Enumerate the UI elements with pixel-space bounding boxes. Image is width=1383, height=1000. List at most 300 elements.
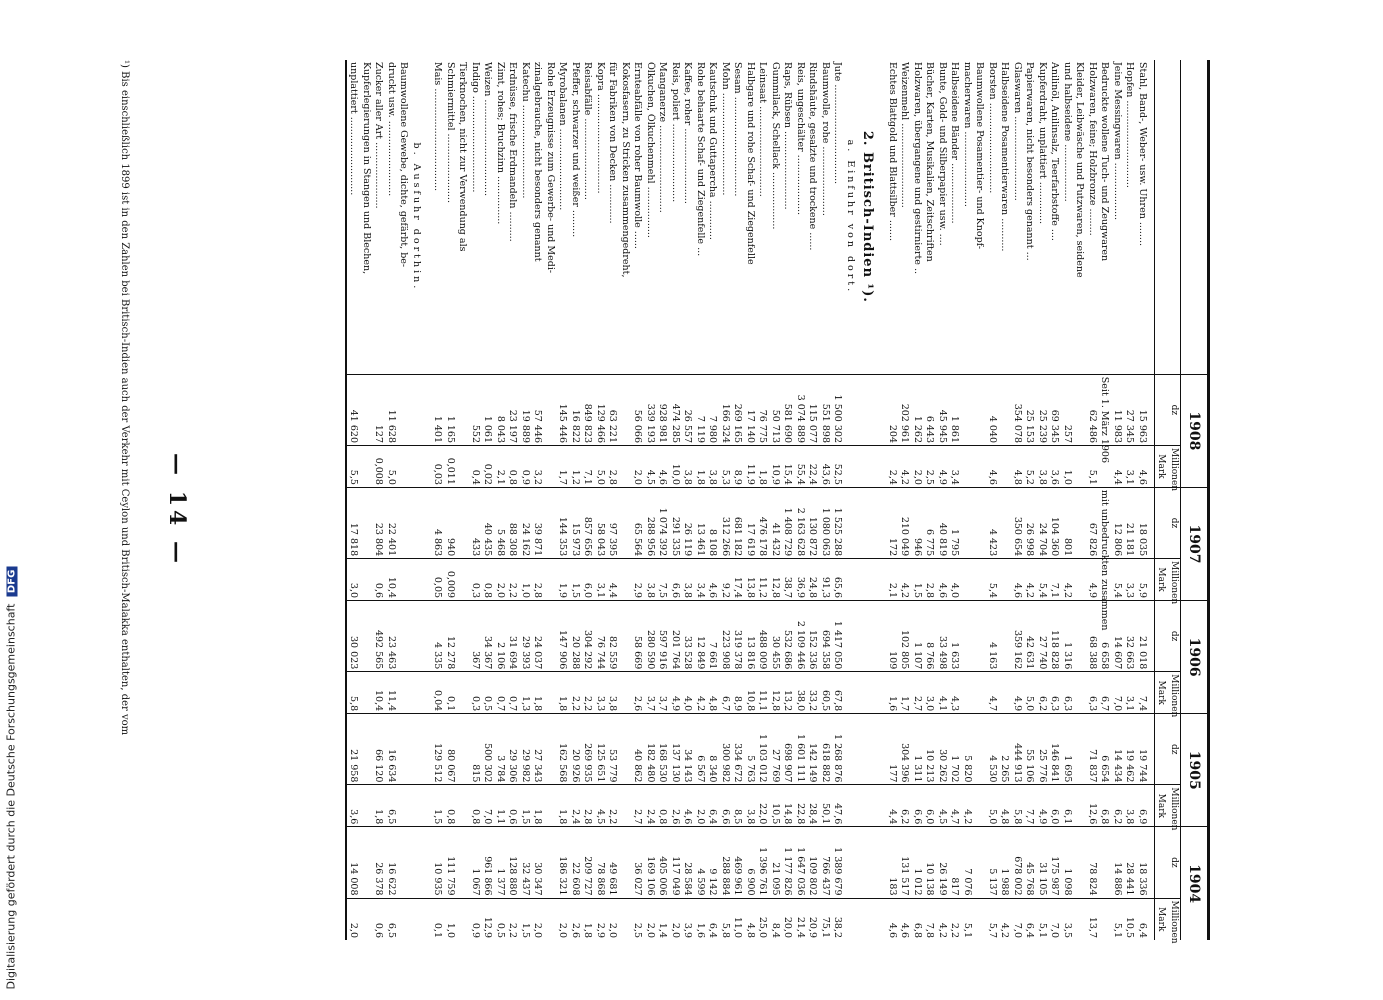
value-million-mark: 2,0	[531, 898, 544, 940]
value-million-mark: 3,1	[1123, 672, 1136, 714]
row-label: Halbseidene Bänder ....................	[949, 62, 961, 224]
value-dz: 144 353	[556, 487, 569, 558]
value-million-mark: 11,2	[756, 559, 769, 601]
empty-cell	[410, 374, 426, 445]
value-dz: 49 681	[606, 827, 619, 898]
table-row	[644, 60, 657, 940]
value-dz: 6 658	[1098, 601, 1111, 672]
row-label: Zimt, rohes; Bruchzinn ................	[495, 62, 506, 225]
value-million-mark: 2,0	[494, 559, 507, 601]
value-million-mark: 6,0	[1048, 785, 1061, 827]
value-dz: 40 862	[631, 714, 644, 785]
table-row	[986, 60, 999, 940]
empty-cell	[859, 601, 880, 672]
value-million-mark: 10,9	[769, 446, 782, 488]
value-million-mark: 5,3	[719, 446, 732, 488]
empty-cell	[844, 672, 860, 714]
table-row	[1048, 60, 1061, 940]
value-million-mark: 2,8	[581, 785, 594, 827]
value-dz	[1073, 374, 1086, 445]
value-million-mark: 5,4	[986, 559, 999, 601]
value-million-mark: 4,7	[948, 785, 961, 827]
value-million-mark: 24,8	[806, 559, 819, 601]
section-title-row	[859, 60, 880, 940]
value-million-mark: 4,5	[936, 785, 949, 827]
value-dz: 19 462	[1123, 714, 1136, 785]
value-dz: 257	[1061, 374, 1074, 445]
value-dz: 1 408 729	[781, 487, 794, 558]
value-dz: 26 119	[681, 487, 694, 558]
value-million-mark: 15,4	[781, 446, 794, 488]
year-header: 1905	[1181, 714, 1209, 827]
value-million-mark: 3,4	[948, 446, 961, 488]
value-million-mark	[998, 559, 1011, 601]
rotated-page	[100, 60, 1210, 944]
value-million-mark: 28,4	[806, 785, 819, 827]
unit-million-mark: Millionen Mark	[1155, 672, 1181, 714]
row-label: Myrobalanen ...........................	[557, 62, 569, 211]
row-label: zinalgebrauche, nicht besonders genannt	[532, 62, 544, 262]
value-dz: 4 599	[694, 827, 707, 898]
value-dz	[961, 374, 974, 445]
value-million-mark: 2,4	[644, 785, 657, 827]
value-dz: 78 868	[594, 827, 607, 898]
empty-cell	[844, 374, 860, 445]
value-million-mark: 7,8	[923, 898, 936, 940]
value-dz: 29 393	[519, 601, 532, 672]
value-million-mark	[360, 559, 373, 601]
row-label: Kupferlegierungen in Stangen und Blechen,	[361, 62, 372, 275]
value-million-mark: 13,8	[744, 559, 757, 601]
value-million-mark: 1,9	[556, 559, 569, 601]
value-dz: 304 292	[581, 601, 594, 672]
empty-cell	[859, 559, 880, 601]
value-dz	[1073, 827, 1086, 898]
value-million-mark: 8,5	[731, 785, 744, 827]
value-dz	[360, 601, 373, 672]
table-row	[1086, 60, 1099, 940]
value-dz: 16 634	[385, 714, 398, 785]
value-dz: 13 816	[744, 601, 757, 672]
empty-cell	[844, 827, 860, 898]
value-million-mark: 1,8	[694, 446, 707, 488]
value-dz: 1 177 826	[781, 827, 794, 898]
empty-cell	[1148, 898, 1155, 940]
value-million-mark: 5,8	[1011, 785, 1024, 827]
value-dz: 4 863	[431, 487, 444, 558]
empty-cell	[410, 785, 426, 827]
table-row	[372, 60, 385, 940]
value-dz	[619, 487, 632, 558]
value-dz: 4 040	[986, 374, 999, 445]
digitization-note-text: Digitalisierung gefördert durch die Deutsche Forschungsgemeinschaft	[4, 603, 18, 990]
empty-cell	[844, 559, 860, 601]
row-label: Kleider, Leibwäsche und Putzwaren, seidene	[1074, 62, 1086, 278]
value-dz: 11 628	[385, 374, 398, 445]
value-million-mark: 2,1	[886, 559, 899, 601]
value-million-mark: 2,5	[631, 898, 644, 940]
value-million-mark: 1,5	[519, 898, 532, 940]
value-million-mark: 3,4	[694, 559, 707, 601]
value-dz	[397, 487, 410, 558]
value-dz: 476 178	[756, 487, 769, 558]
value-million-mark: 3,3	[594, 672, 607, 714]
table-row	[1036, 60, 1049, 940]
value-dz: 30 023	[346, 601, 360, 672]
value-dz: 766 437	[819, 827, 832, 898]
value-dz: 55 106	[1023, 714, 1036, 785]
value-million-mark: 0,009	[444, 559, 457, 601]
value-million-mark: 3,3	[1123, 559, 1136, 601]
value-million-mark: 9,2	[719, 559, 732, 601]
value-million-mark: 4,0	[948, 559, 961, 601]
value-dz: 551 898	[819, 374, 832, 445]
value-million-mark: 8,9	[731, 672, 744, 714]
value-dz: 339 193	[644, 374, 657, 445]
unit-header-row	[1155, 60, 1181, 940]
value-million-mark: 2,2	[606, 785, 619, 827]
value-dz: 45 768	[1023, 827, 1036, 898]
value-dz: 24 162	[519, 487, 532, 558]
value-dz: 269 165	[731, 374, 744, 445]
value-dz: 22 401	[385, 487, 398, 558]
row-label: und halbseidene ...................	[1062, 62, 1073, 202]
value-dz: 2 163 628	[794, 487, 807, 558]
value-million-mark: 0,03	[431, 446, 444, 488]
dfg-logo: DFG	[7, 567, 18, 596]
value-million-mark: 7,0	[1048, 898, 1061, 940]
table-row	[731, 60, 744, 940]
value-dz: 14 008	[346, 827, 360, 898]
row-label: Rohe Erzeugnisse zum Gewerbe- und Medi-	[545, 62, 556, 274]
value-dz: 117 049	[669, 827, 682, 898]
value-dz: 128 880	[506, 827, 519, 898]
value-dz: 29 306	[506, 714, 519, 785]
value-million-mark	[544, 898, 557, 940]
value-dz: 1 262	[911, 374, 924, 445]
value-dz: 367	[469, 601, 482, 672]
value-million-mark: 4,7	[986, 672, 999, 714]
value-dz: 2 106	[494, 601, 507, 672]
empty-cell	[859, 827, 880, 898]
value-million-mark: 21,4	[794, 898, 807, 940]
value-dz	[544, 601, 557, 672]
value-million-mark: 5,0	[385, 446, 398, 488]
value-dz: 175 987	[1048, 827, 1061, 898]
value-million-mark: 6,8	[911, 898, 924, 940]
value-million-mark: 0,3	[469, 672, 482, 714]
value-dz	[619, 601, 632, 672]
value-dz: 42 631	[1023, 601, 1036, 672]
value-dz: 162 568	[556, 714, 569, 785]
value-dz: 69 345	[1048, 374, 1061, 445]
value-million-mark: 5,0	[1023, 672, 1036, 714]
row-label: Bücher, Karten, Musikalien, Zeitschriften	[924, 62, 936, 262]
value-dz: 3 784	[494, 714, 507, 785]
value-dz: 1 165	[444, 374, 457, 445]
value-million-mark: 2,4	[886, 446, 899, 488]
value-million-mark: 4,3	[948, 672, 961, 714]
value-million-mark	[619, 785, 632, 827]
value-dz	[619, 827, 632, 898]
value-million-mark: 1,0	[1061, 446, 1074, 488]
value-dz: 32 663	[1123, 601, 1136, 672]
value-dz: 1 601 111	[794, 714, 807, 785]
value-million-mark: 1,7	[556, 446, 569, 488]
value-dz: 23 804	[372, 487, 385, 558]
value-million-mark: 2,0	[606, 898, 619, 940]
value-million-mark: 4,5	[594, 785, 607, 827]
value-million-mark: 4,2	[1061, 559, 1074, 601]
value-million-mark: 4,2	[936, 898, 949, 940]
value-dz: 1 268 876	[831, 714, 844, 785]
value-million-mark: 13,7	[1086, 898, 1099, 940]
value-million-mark: 1,0	[519, 559, 532, 601]
value-dz: 1 861	[948, 374, 961, 445]
value-dz: 3 074 889	[794, 374, 807, 445]
value-dz: 433	[469, 487, 482, 558]
value-dz: 492 565	[372, 601, 385, 672]
value-million-mark	[456, 898, 469, 940]
subsection-export: b. Ausfuhr dorthin.	[411, 142, 422, 292]
empty-cell	[1148, 827, 1155, 898]
value-million-mark	[961, 559, 974, 601]
value-million-mark: 2,0	[346, 898, 360, 940]
value-million-mark: 5,4	[1036, 559, 1049, 601]
value-dz: 678 002	[1011, 827, 1024, 898]
value-million-mark: 4,6	[1136, 446, 1149, 488]
value-dz: 63 221	[606, 374, 619, 445]
table-row	[936, 60, 949, 940]
value-dz: 18 336	[1136, 827, 1149, 898]
value-million-mark: 3,8	[1036, 446, 1049, 488]
value-dz: 1 500 302	[831, 374, 844, 445]
value-million-mark: 6,0	[581, 559, 594, 601]
value-million-mark: 0,02	[481, 446, 494, 488]
value-million-mark: 7,4	[1136, 672, 1149, 714]
value-million-mark	[360, 446, 373, 488]
value-dz: 82 559	[606, 601, 619, 672]
table-row	[385, 60, 398, 940]
table-row	[706, 60, 719, 940]
value-million-mark: 0,04	[431, 672, 444, 714]
year-header: 1907	[1181, 487, 1209, 600]
value-dz: 41 432	[769, 487, 782, 558]
value-dz: 129 512	[431, 714, 444, 785]
empty-cell	[410, 559, 426, 601]
empty-cell	[859, 672, 880, 714]
table-row	[998, 60, 1011, 940]
value-dz: 129 466	[594, 374, 607, 445]
value-dz: 130 872	[806, 487, 819, 558]
value-dz: 1 012	[911, 827, 924, 898]
value-million-mark: 1,5	[519, 785, 532, 827]
value-dz: 23 197	[506, 374, 519, 445]
value-dz: 1 311	[911, 714, 924, 785]
value-dz: 39 871	[531, 487, 544, 558]
empty-cell	[844, 898, 860, 940]
value-million-mark: 0,8	[656, 785, 669, 827]
table-row	[948, 60, 961, 940]
value-dz: 30 262	[936, 714, 949, 785]
value-dz: 1 702	[948, 714, 961, 785]
row-label: unplattiert ..........................	[348, 62, 360, 196]
empty-cell	[410, 487, 426, 558]
value-dz: 8 108	[706, 487, 719, 558]
table-row	[544, 60, 557, 940]
table-row	[669, 60, 682, 940]
value-dz	[1073, 601, 1086, 672]
value-dz: 269 935	[581, 714, 594, 785]
value-million-mark: 2,8	[606, 446, 619, 488]
value-million-mark: 3,0	[346, 559, 360, 601]
value-dz	[360, 487, 373, 558]
value-dz	[973, 374, 986, 445]
value-dz: 1 417 050	[831, 601, 844, 672]
subsection-export-row	[410, 60, 426, 940]
table-row	[656, 60, 669, 940]
value-million-mark: 4,9	[1086, 559, 1099, 601]
value-dz: 34 367	[481, 601, 494, 672]
value-million-mark	[1073, 672, 1086, 714]
empty-cell	[410, 898, 426, 940]
row-label: Papierwaren, nicht besonders genannt ...	[1024, 62, 1036, 261]
value-dz	[456, 601, 469, 672]
table-row	[569, 60, 582, 940]
row-label: Hopfen .............................	[1124, 62, 1136, 188]
table-row	[360, 60, 373, 940]
value-million-mark: 10,4	[372, 672, 385, 714]
value-million-mark: 2,2	[581, 672, 594, 714]
value-million-mark: 6,2	[898, 785, 911, 827]
value-dz: 6 443	[923, 374, 936, 445]
empty-cell	[410, 714, 426, 785]
value-million-mark: 2,7	[631, 785, 644, 827]
empty-cell	[859, 714, 880, 785]
value-dz: 1 074 392	[656, 487, 669, 558]
value-dz: 16 822	[569, 374, 582, 445]
value-million-mark: 5,8	[346, 672, 360, 714]
row-label: Glaswaren ............................	[1012, 62, 1023, 201]
value-dz: 27 769	[769, 714, 782, 785]
value-dz: 1 316	[1061, 601, 1074, 672]
year-header: 1904	[1181, 827, 1209, 940]
value-million-mark: 0,008	[372, 446, 385, 488]
value-million-mark: 0,8	[481, 559, 494, 601]
value-dz: 698 907	[781, 714, 794, 785]
value-dz: 597 916	[656, 601, 669, 672]
empty-cell	[1148, 446, 1155, 488]
value-dz: 24 704	[1036, 487, 1049, 558]
value-million-mark	[973, 559, 986, 601]
value-dz: 169 106	[644, 827, 657, 898]
value-million-mark: 50,1	[819, 785, 832, 827]
value-dz: 6 900	[744, 827, 757, 898]
unit-million-mark: Millionen Mark	[1155, 446, 1181, 488]
value-million-mark: 3,8	[744, 785, 757, 827]
row-label: Ölkuchen, Ölkuchenmehl .................	[645, 62, 656, 238]
table-row	[1061, 60, 1074, 940]
value-dz: 33 528	[681, 601, 694, 672]
spacer-cell	[1148, 60, 1155, 374]
value-dz: 32 437	[519, 827, 532, 898]
value-dz: 1 396 761	[756, 827, 769, 898]
value-dz: 26 557	[681, 374, 694, 445]
value-dz: 1 695	[1061, 714, 1074, 785]
value-dz: 104 360	[1048, 487, 1061, 558]
value-dz: 1 647 036	[794, 827, 807, 898]
value-million-mark: 0,3	[469, 559, 482, 601]
value-million-mark	[456, 672, 469, 714]
row-label: macherwaren .........................	[962, 62, 973, 207]
value-million-mark: 0,4	[469, 446, 482, 488]
empty-cell	[410, 672, 426, 714]
label-unit-header	[1155, 60, 1181, 374]
value-million-mark: 2,2	[506, 559, 519, 601]
value-million-mark	[1073, 785, 1086, 827]
value-dz: 20 926	[569, 714, 582, 785]
value-dz: 21 018	[1136, 601, 1149, 672]
value-million-mark: 3,7	[644, 672, 657, 714]
value-million-mark	[973, 898, 986, 940]
value-million-mark: 75,1	[819, 898, 832, 940]
value-million-mark: 3,1	[1123, 446, 1136, 488]
value-dz: 27 345	[1123, 374, 1136, 445]
value-dz: 291 335	[669, 487, 682, 558]
value-dz	[544, 374, 557, 445]
value-dz: 56 066	[631, 374, 644, 445]
value-million-mark: 3,0	[923, 672, 936, 714]
value-million-mark: 7,5	[656, 559, 669, 601]
value-million-mark: 17,4	[731, 559, 744, 601]
value-dz	[456, 374, 469, 445]
value-million-mark: 5,5	[346, 446, 360, 488]
value-dz	[973, 487, 986, 558]
table-row	[397, 60, 410, 940]
value-million-mark: 1,8	[531, 785, 544, 827]
value-million-mark	[619, 559, 632, 601]
value-dz: 21 958	[346, 714, 360, 785]
value-dz: 36 027	[631, 827, 644, 898]
value-dz: 9 142	[706, 827, 719, 898]
value-dz: 1 795	[948, 487, 961, 558]
value-million-mark: 7,0	[1111, 672, 1124, 714]
value-dz: 145 446	[556, 374, 569, 445]
value-million-mark: 12,8	[769, 559, 782, 601]
value-million-mark: 3,6	[346, 785, 360, 827]
value-dz: 405 006	[656, 827, 669, 898]
value-million-mark: 0,8	[469, 785, 482, 827]
value-million-mark	[1073, 559, 1086, 601]
value-million-mark: 0,6	[372, 898, 385, 940]
value-million-mark	[619, 446, 632, 488]
value-million-mark: 6,6	[669, 559, 682, 601]
value-dz: 25 153	[1023, 374, 1036, 445]
row-label: Gummilack, Schellack ...................	[770, 62, 781, 230]
table-row	[694, 60, 707, 940]
value-dz	[619, 714, 632, 785]
value-dz	[397, 374, 410, 445]
value-dz: 223 908	[719, 601, 732, 672]
section-title: 2. Britisch-Indien ¹).	[860, 130, 876, 303]
table-row	[456, 60, 469, 940]
value-million-mark: 0,9	[519, 446, 532, 488]
value-million-mark: 6,4	[706, 785, 719, 827]
value-million-mark: 3,8	[606, 672, 619, 714]
value-million-mark: 7,7	[1023, 785, 1036, 827]
value-dz: 111 759	[444, 827, 457, 898]
value-million-mark: 36,9	[794, 559, 807, 601]
